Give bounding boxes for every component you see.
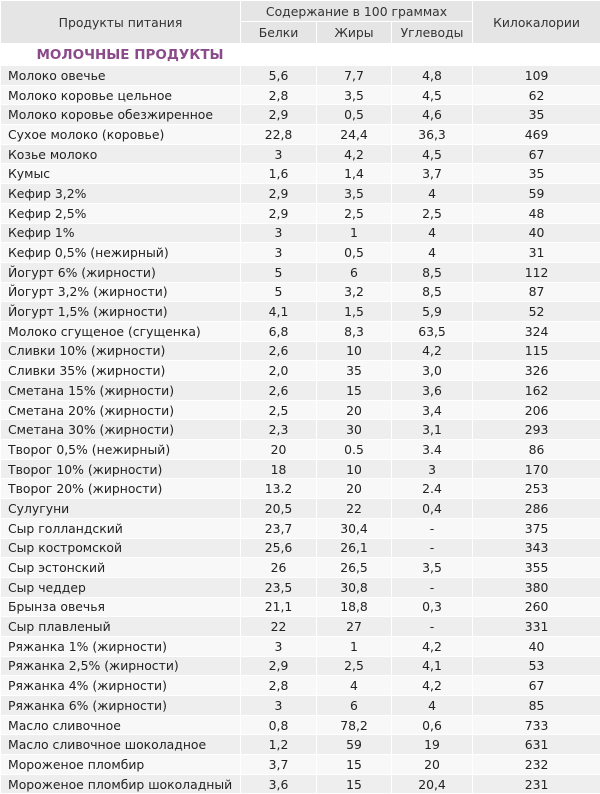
table-row [1,184,600,204]
cell-kcal: 326 [473,361,600,381]
table-row [1,381,600,401]
cell-protein: 3 [241,696,317,716]
cell-protein: 2,9 [241,105,317,125]
cell-protein: 23,7 [241,518,317,538]
cell-fat: 0,5 [317,243,392,263]
cell-protein: 22,8 [241,125,317,145]
cell-carbs: 4 [392,223,473,243]
cell-kcal: 469 [473,125,600,145]
table-row [1,361,600,381]
cell-fat: 30,4 [317,518,392,538]
cell-kcal: 31 [473,243,600,263]
cell-fat: 26,5 [317,558,392,578]
cell-kcal: 631 [473,735,600,755]
cell-protein: 21,1 [241,597,317,617]
cell-kcal: 170 [473,459,600,479]
header-protein: Белки [241,22,317,44]
header-content-group: Содержание в 100 граммах [241,1,473,22]
cell-fat: 2,5 [317,203,392,223]
cell-carbs: 4 [392,184,473,204]
cell-fat: 2,5 [317,656,392,676]
cell-carbs: 4 [392,243,473,263]
cell-carbs: 4,2 [392,676,473,696]
cell-protein: 6,8 [241,321,317,341]
cell-name: Молоко сгущеное (сгущенка) [1,321,241,341]
cell-protein: 26 [241,558,317,578]
table-row [1,85,600,105]
cell-fat: 0,5 [317,105,392,125]
category-title: МОЛОЧНЫЕ ПРОДУКТЫ [1,44,600,66]
cell-protein: 1,6 [241,164,317,184]
cell-kcal: 86 [473,440,600,460]
cell-carbs: - [392,538,473,558]
cell-fat: 24,4 [317,125,392,145]
cell-name: Сыр чеддер [1,577,241,597]
header-carbs: Углеводы [392,22,473,44]
cell-kcal: 59 [473,184,600,204]
cell-carbs: 3.4 [392,440,473,460]
cell-kcal: 52 [473,302,600,322]
cell-carbs: 3,5 [392,558,473,578]
cell-carbs: 4,6 [392,105,473,125]
cell-name: Мороженое пломбир шоколадный [1,774,241,794]
cell-kcal: 733 [473,715,600,735]
cell-carbs: 4,5 [392,144,473,164]
table-row [1,144,600,164]
cell-protein: 25,6 [241,538,317,558]
cell-fat: 26,1 [317,538,392,558]
table-row [1,518,600,538]
cell-name: Кефир 0,5% (нежирный) [1,243,241,263]
cell-kcal: 87 [473,282,600,302]
cell-name: Кефир 3,2% [1,184,241,204]
cell-kcal: 253 [473,479,600,499]
table-row [1,66,600,86]
cell-carbs: - [392,577,473,597]
cell-protein: 1,2 [241,735,317,755]
table-row [1,302,600,322]
cell-protein: 3 [241,144,317,164]
cell-carbs: 4,2 [392,636,473,656]
cell-fat: 6 [317,262,392,282]
cell-name: Сливки 35% (жирности) [1,361,241,381]
table-row [1,676,600,696]
cell-kcal: 35 [473,164,600,184]
table-row [1,499,600,519]
cell-fat: 6 [317,696,392,716]
cell-fat: 3,2 [317,282,392,302]
cell-protein: 2,8 [241,676,317,696]
cell-name: Сметана 20% (жирности) [1,400,241,420]
header-products: Продукты питания [1,1,241,44]
cell-protein: 2,9 [241,656,317,676]
cell-name: Брынза овечья [1,597,241,617]
cell-name: Кумыс [1,164,241,184]
cell-name: Творог 20% (жирности) [1,479,241,499]
cell-name: Сливки 10% (жирности) [1,341,241,361]
header-fat: Жиры [317,22,392,44]
cell-kcal: 331 [473,617,600,637]
table-row [1,203,600,223]
table-row [1,617,600,637]
cell-name: Сыр голландский [1,518,241,538]
cell-carbs: - [392,617,473,637]
cell-name: Козье молоко [1,144,241,164]
cell-protein: 20 [241,440,317,460]
table-body [1,44,600,794]
cell-name: Йогурт 6% (жирности) [1,262,241,282]
cell-protein: 3 [241,223,317,243]
cell-fat: 3,5 [317,184,392,204]
table-row [1,715,600,735]
cell-fat: 20 [317,479,392,499]
table-row [1,479,600,499]
cell-protein: 22 [241,617,317,637]
cell-name: Кефир 2,5% [1,203,241,223]
cell-kcal: 115 [473,341,600,361]
cell-fat: 1 [317,636,392,656]
table-row [1,597,600,617]
cell-fat: 7,7 [317,66,392,86]
table-header [1,1,600,44]
cell-kcal: 206 [473,400,600,420]
table-row [1,755,600,775]
cell-carbs: 0,4 [392,499,473,519]
cell-fat: 59 [317,735,392,755]
cell-fat: 10 [317,341,392,361]
cell-kcal: 40 [473,223,600,243]
cell-fat: 30 [317,420,392,440]
cell-carbs: 3,6 [392,381,473,401]
table-row [1,440,600,460]
table-row [1,125,600,145]
cell-kcal: 112 [473,262,600,282]
cell-name: Масло сливочное шоколадное [1,735,241,755]
cell-carbs: 36,3 [392,125,473,145]
header-kcal: Килокалории [473,1,600,44]
table-row [1,262,600,282]
cell-carbs: 20 [392,755,473,775]
cell-kcal: 324 [473,321,600,341]
cell-carbs: 4 [392,696,473,716]
cell-carbs: 0,3 [392,597,473,617]
table-row [1,459,600,479]
cell-carbs: 8,5 [392,282,473,302]
table-row [1,420,600,440]
cell-fat: 30,8 [317,577,392,597]
cell-carbs: 3,1 [392,420,473,440]
cell-protein: 2,8 [241,85,317,105]
cell-name: Творог 10% (жирности) [1,459,241,479]
cell-kcal: 62 [473,85,600,105]
cell-name: Молоко овечье [1,66,241,86]
cell-protein: 0,8 [241,715,317,735]
cell-carbs: 5,9 [392,302,473,322]
table-row [1,321,600,341]
cell-protein: 2,6 [241,341,317,361]
table-row [1,538,600,558]
cell-fat: 0.5 [317,440,392,460]
cell-carbs: 4,1 [392,656,473,676]
table-row [1,341,600,361]
cell-protein: 5 [241,262,317,282]
cell-fat: 4 [317,676,392,696]
cell-name: Сыр костромской [1,538,241,558]
cell-carbs: 19 [392,735,473,755]
table-row [1,696,600,716]
cell-carbs: 3 [392,459,473,479]
cell-carbs: 4,2 [392,341,473,361]
cell-name: Кефир 1% [1,223,241,243]
cell-fat: 22 [317,499,392,519]
cell-protein: 18 [241,459,317,479]
cell-kcal: 109 [473,66,600,86]
table-row [1,105,600,125]
cell-protein: 3,7 [241,755,317,775]
table-row [1,577,600,597]
table-row [1,282,600,302]
cell-protein: 5,6 [241,66,317,86]
cell-kcal: 162 [473,381,600,401]
table-row [1,400,600,420]
cell-protein: 5 [241,282,317,302]
cell-kcal: 355 [473,558,600,578]
cell-kcal: 40 [473,636,600,656]
cell-fat: 3,5 [317,85,392,105]
cell-fat: 35 [317,361,392,381]
cell-carbs: 3,4 [392,400,473,420]
cell-carbs: 8,5 [392,262,473,282]
cell-protein: 4,1 [241,302,317,322]
cell-protein: 23,5 [241,577,317,597]
cell-fat: 18,8 [317,597,392,617]
cell-fat: 15 [317,755,392,775]
cell-name: Сыр эстонский [1,558,241,578]
cell-carbs: - [392,518,473,538]
cell-fat: 1 [317,223,392,243]
cell-name: Ряжанка 2,5% (жирности) [1,656,241,676]
cell-fat: 27 [317,617,392,637]
table-row [1,656,600,676]
cell-kcal: 67 [473,676,600,696]
cell-protein: 2,6 [241,381,317,401]
cell-fat: 1,4 [317,164,392,184]
cell-protein: 3 [241,636,317,656]
cell-name: Ряжанка 6% (жирности) [1,696,241,716]
cell-protein: 2,5 [241,400,317,420]
cell-name: Сухое молоко (коровье) [1,125,241,145]
cell-kcal: 35 [473,105,600,125]
cell-fat: 78,2 [317,715,392,735]
cell-kcal: 231 [473,774,600,794]
cell-kcal: 85 [473,696,600,716]
cell-fat: 4,2 [317,144,392,164]
cell-protein: 13.2 [241,479,317,499]
cell-kcal: 48 [473,203,600,223]
cell-carbs: 4,5 [392,85,473,105]
cell-carbs: 20,4 [392,774,473,794]
cell-name: Сулугуни [1,499,241,519]
table-row [1,558,600,578]
cell-fat: 15 [317,774,392,794]
cell-protein: 2,9 [241,203,317,223]
cell-name: Масло сливочное [1,715,241,735]
category-row [1,44,600,66]
cell-name: Молоко коровье обезжиренное [1,105,241,125]
cell-protein: 3,6 [241,774,317,794]
cell-name: Ряжанка 4% (жирности) [1,676,241,696]
cell-name: Молоко коровье цельное [1,85,241,105]
cell-name: Творог 0,5% (нежирный) [1,440,241,460]
cell-carbs: 0,6 [392,715,473,735]
table-row [1,636,600,656]
cell-carbs: 2.4 [392,479,473,499]
cell-name: Сметана 30% (жирности) [1,420,241,440]
cell-fat: 1,5 [317,302,392,322]
cell-protein: 3 [241,243,317,263]
cell-kcal: 375 [473,518,600,538]
cell-protein: 20,5 [241,499,317,519]
cell-carbs: 63,5 [392,321,473,341]
cell-name: Сыр плавленый [1,617,241,637]
cell-carbs: 2,5 [392,203,473,223]
cell-name: Сметана 15% (жирности) [1,381,241,401]
cell-carbs: 4,8 [392,66,473,86]
table-row [1,223,600,243]
cell-kcal: 67 [473,144,600,164]
cell-name: Ряжанка 1% (жирности) [1,636,241,656]
cell-kcal: 260 [473,597,600,617]
table-row [1,164,600,184]
cell-carbs: 3,7 [392,164,473,184]
cell-name: Йогурт 3,2% (жирности) [1,282,241,302]
cell-fat: 15 [317,381,392,401]
cell-kcal: 380 [473,577,600,597]
table-row [1,243,600,263]
cell-protein: 2,0 [241,361,317,381]
cell-kcal: 293 [473,420,600,440]
cell-name: Мороженое пломбир [1,755,241,775]
cell-kcal: 232 [473,755,600,775]
cell-name: Йогурт 1,5% (жирности) [1,302,241,322]
cell-protein: 2,9 [241,184,317,204]
cell-kcal: 53 [473,656,600,676]
cell-fat: 20 [317,400,392,420]
table-row [1,735,600,755]
cell-carbs: 3,0 [392,361,473,381]
cell-protein: 2,3 [241,420,317,440]
cell-kcal: 286 [473,499,600,519]
cell-fat: 10 [317,459,392,479]
cell-kcal: 343 [473,538,600,558]
cell-fat: 8,3 [317,321,392,341]
